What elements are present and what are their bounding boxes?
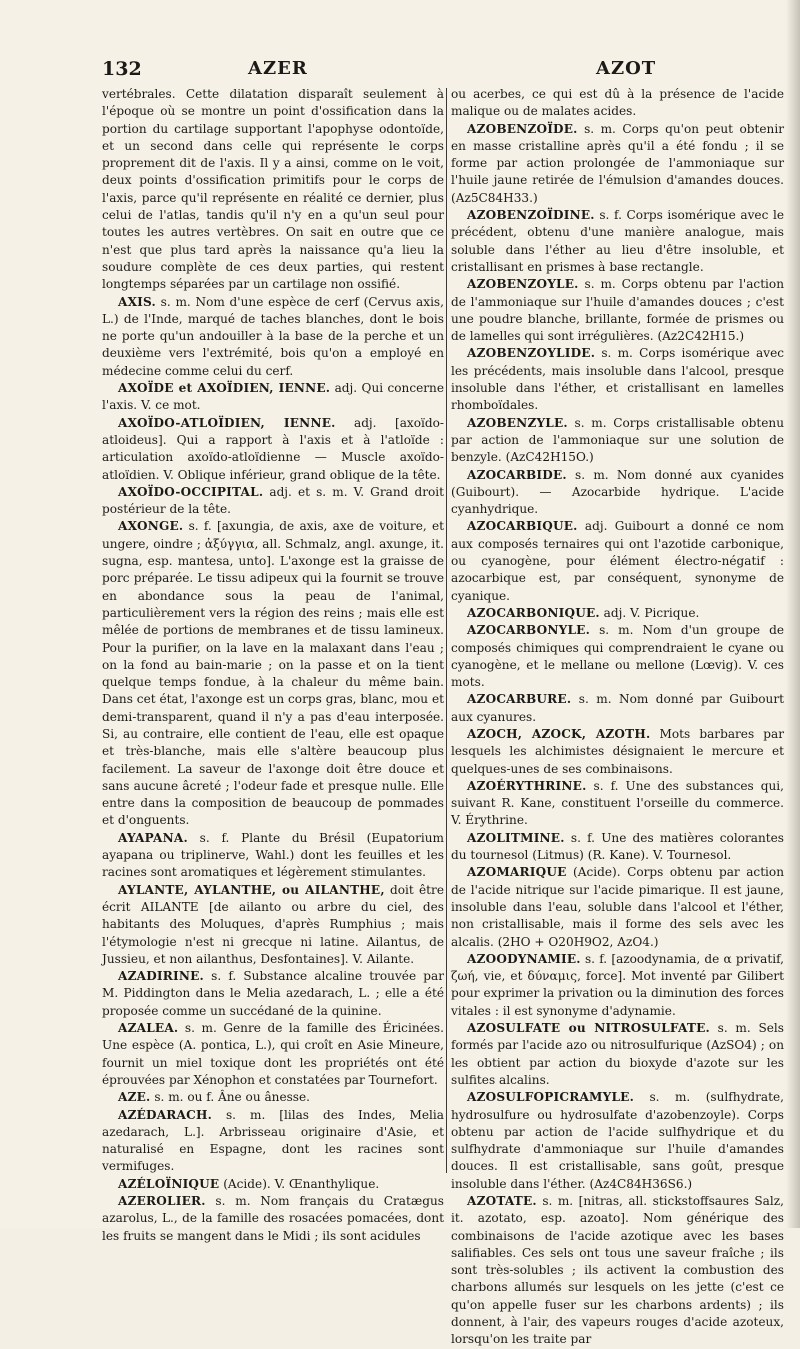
entry-headword: AZOBENZOÏDE. [467,121,578,136]
entry-text: (Acide). V. Œnanthylique. [223,1176,380,1191]
entry-text: s. f. Corps isomérique avec le précédent, obtenu d'une manière analogue, mais soluble dans l'éther au lieu d'être insoluble, et cristallisant en prismes à base rectangle. [451,208,784,274]
entry-headword: AZOBENZOÏDINE. [467,208,595,223]
continuation-paragraph [451,86,784,121]
dictionary-entry [451,864,784,950]
entry-headword: AZADIRINE. [118,969,204,984]
dictionary-entry [102,1089,444,1106]
entry-text: s. m. Nom donné aux cyanides (Guibourt). — Azocarbide hydrique. L'acide cyanhydrique. [451,467,784,517]
dictionary-entry [451,207,784,276]
entry-headword: AZOCARBONYLE. [467,623,591,638]
dictionary-entry [102,1193,444,1245]
entry-headword: AZEROLIER. [118,1194,206,1208]
entry-headword: AZOBENZYLE. [467,415,568,430]
running-head-right: AZOT [596,58,657,79]
page-number: 132 [102,58,142,80]
entry-text: s. m. (sulfhydrate, hydrosulfure ou hydrosulfate d'azobenzoyle). Corps obtenu par action de l'acide sulfhydrique et du sulfhydrate d'ammoniaque sur l'huile d'amandes douces. Il est cristallisable, sans goût, presque insoluble dans l'éther. (Az4C84H36S6.) [451,1090,784,1191]
entry-text: ou acerbes, ce qui est dû à la présence de l'acide malique ou de malates acides. [451,87,784,119]
dictionary-entry [451,467,784,519]
dictionary-entry [102,882,444,968]
dictionary-entry [451,691,784,726]
dictionary-entry [451,1020,784,1089]
dictionary-entry [102,518,444,829]
dictionary-entry [102,968,444,1020]
page-edge-shadow [786,0,800,1228]
entry-headword: AZOBENZOYLE. [467,277,579,292]
entry-text: s. m. Genre de la famille des Éricinées. Une espèce (A. pontica, L.), qui croît en Asie Mineure, fournit un miel toxique dont les propriétés ont été éprouvées par Xénophon et constatées par Tournefort. [102,1021,444,1087]
entry-headword: AXOÏDE et AXOÏDIEN, IENNE. [118,381,331,396]
entry-text: s. m. Nom d'une espèce de cerf (Cervus axis, L.) de l'Inde, marqué de taches blanches, dont le bois ne porte qu'un andouiller à la base de la perche et un deuxième vers l'extrémité, bois qu'on a employé en médecine comme celui du cerf. [102,294,444,378]
dictionary-entry [451,1193,784,1349]
dictionary-entry [102,294,444,380]
entry-headword: AZOMARIQUE [467,865,567,880]
entry-text: s. m. Corps isomérique avec les précédents, mais insoluble dans l'alcool, presque insoluble dans l'éther, et cristallisant en lamelles rhomboïdales. [451,346,784,413]
dictionary-entry [102,1020,444,1089]
entry-headword: AZÉDARACH. [118,1107,212,1122]
dictionary-entry [451,121,784,207]
entry-headword: AZÉLOÏNIQUE [118,1176,220,1191]
entry-text: doit être écrit AILANTE [de ailanto ou arbre du ciel, des habitants des Moluques, d'après Rumphius ; mais l'étymologie n'est ni grecque ni latine. Ailantus, de Jussieu, et non ailanthus, Desfontaines]. V. Ailante. [102,882,444,966]
continuation-paragraph [102,86,444,294]
dictionary-entry [451,726,784,778]
dictionary-entry [451,778,784,830]
entry-headword: AYAPANA. [118,830,188,845]
dictionary-entry [102,380,444,415]
entry-headword: AXOÏDO-ATLOÏDIEN, IENNE. [118,415,336,430]
dictionary-entry [451,622,784,691]
page-header [0,58,800,86]
entry-text: s. f. [azoodynamia, de α privatif, ζωή, vie, et δύναμις, force]. Mot inventé par Gilibert pour exprimer la privation ou la diminution des forces vitales : il est synonyme d'adynamie. [451,951,784,1018]
right-column [451,86,784,1347]
entry-headword: AXIS. [118,294,156,309]
entry-text: adj. V. Picrique. [603,605,700,620]
dictionary-entry [451,830,784,865]
entry-headword: AZOCARBIQUE. [467,519,578,534]
entry-headword: AZOTATE. [467,1194,537,1208]
entry-text: s. m. Nom d'un groupe de composés chimiques qui comprendraient le cyane ou cyanogène, et le mellane ou mellone (Lœvig). V. ces mots. [451,623,784,690]
dictionary-entry [451,518,784,604]
entry-text: s. m. ou f. Âne ou ânesse. [154,1090,311,1105]
entry-text: adj. Guibourt a donné ce nom aux composés ternaires qui ont l'azotide carbonique, ou cyanogène, pour élément électro-négatif : azocarbique est, par conséquent, synonyme de cyanique. [451,519,784,603]
left-column [102,86,444,1243]
entry-headword: AXOÏDO-OCCIPITAL. [118,484,264,499]
dictionary-entry [451,951,784,1020]
entry-text: adj. Qui concerne l'axis. V. ce mot. [102,381,444,413]
entry-text: adj. et s. m. V. Grand droit postérieur de la tête. [102,484,444,517]
entry-text: s. f. Une des matières colorantes du tournesol (Litmus) (R. Kane). V. Tournesol. [451,830,784,863]
dictionary-entry [451,345,784,414]
entry-headword: AZE. [118,1090,151,1105]
dictionary-entry [451,276,784,345]
entry-text: s. m. Corps cristallisable obtenu par action de l'ammoniaque sur une solution de benzyle. (AzC42H15O.) [451,415,784,465]
dictionary-entry [451,605,784,622]
entry-headword: AZOCH, AZOCK, AZOTH. [467,726,651,741]
entry-text: s. f. [axungia, de axis, axe de voiture, et ungere, oindre ; ἀξύγγια, all. Schmalz, angl. axunge, it. sugna, esp. mantesa, unto]. L'axonge est la graisse de porc préparée. Le tissu adipeux qui la fournit se trouve en abondance sous la peau de l'animal, particulièrement vers la région des reins ; mais elle est mêlée de portions de membranes et de tissu lamineux. Pour la purifier, on la lave en la malaxant dans l'eau ; on la fond au bain-marie ; on la passe et on la tient quelque temps fondue, à la chaleur du même bain. Dans cet état, l'axonge est un corps gras, blanc, mou et demi-transparent, quand il n'y a pas d'eau interposée. Si, au contraire, elle contient de l'eau, elle est opaque et très-blanche, mais elle s'altère beaucoup plus facilement. La saveur de l'axonge doit être douce et sans aucune âcreté ; l'odeur fade et presque nulle. Elle entre dans la composition de beaucoup de pommades et d'onguents. [102,519,444,828]
entry-text: Mots barbares par lesquels les alchimistes désignaient le mercure et quelques-unes de ses combinaisons. [451,726,784,776]
entry-headword: AZOSULFOPICRAMYLE. [467,1090,635,1105]
entry-headword: AZOBENZOYLIDE. [467,346,596,361]
entry-headword: AZOSULFATE ou NITROSULFATE. [467,1021,710,1036]
entry-text: s. m. Sels formés par l'acide azo ou nitrosulfurique (AzSO4) ; on les obtient par action du bioxyde d'azote sur les sulfites alcalins. [451,1021,784,1087]
entry-text: s. m. Nom donné par Guibourt aux cyanures. [451,692,784,724]
entry-headword: AZOÉRYTHRINE. [467,778,587,793]
entry-headword: AXONGE. [118,519,184,534]
dictionary-entry [102,830,444,882]
dictionary-entry [102,415,444,484]
entry-text: s. m. Corps obtenu par l'action de l'ammoniaque sur l'huile d'amandes douces ; c'est une poudre blanche, brillante, formée de prismes ou de lamelles qui sont irrégulières. (Az2C42H15.) [451,277,784,344]
entry-text: (Acide). Corps obtenu par action de l'acide nitrique sur l'acide pimarique. Il est jaune, insoluble dans l'eau, soluble dans l'alcool et l'éther, non cristallisable, mais il forme des sels avec les alcalis. (2HO + O20H9O2, AzO4.) [451,865,784,949]
entry-headword: AZOCARBIDE. [467,467,567,482]
entry-headword: AZALEA. [118,1021,179,1036]
entry-headword: AZOCARBONIQUE. [467,605,600,620]
entry-text: vertébrales. Cette dilatation disparaît seulement à l'époque où se montre un point d'ossification dans la portion du cartilage supportant l'apophyse odontoïde, et un second dans celle qui représente le corps proprement dit de l'axis. Il y a ainsi, comme on le voit, deux points d'ossification primitifs pour le corps de l'axis, parce qu'il représente en réalité ce dernier, plus celui de l'atlas, tandis qu'il n'y en a qu'un seul pour toutes les autres vertèbres. On sait en outre que ce n'est que plus tard après la naissance qu'a lieu la soudure complète de ces deux parties, qui restent longtemps séparées par un cartilage non ossifié. [102,87,444,292]
entry-text: s. f. Une des substances qui, suivant R. Kane, constituent l'orseille du commerce. V. Érythrine. [451,778,784,828]
entry-headword: AZOLITMINE. [467,830,565,845]
entry-headword: AZOODYNAMIE. [467,951,581,966]
entry-text: s. f. Substance alcaline trouvée par M. Piddington dans le Melia azedarach, L. ; elle a été proposée comme un succédané de la quinine. [102,969,444,1018]
entry-headword: AYLANTE, AYLANTHE, ou AILANTHE, [118,882,385,897]
running-head-left: AZER [248,58,308,79]
dictionary-entry [102,484,444,519]
entry-text: s. f. Plante du Brésil (Eupatorium ayapana ou triplinerve, Wahl.) dont les feuilles et les racines sont aromatiques et légèrement stimulantes. [102,830,444,880]
entry-text: s. m. Corps qu'on peut obtenir en masse cristalline après qu'il a été fondu ; il se forme par action prolongée de l'ammoniaque sur l'huile jaune retirée de l'émulsion d'amandes douces. (Az5C84H33.) [451,121,784,205]
dictionary-entry [102,1107,444,1176]
column-divider [446,88,447,1173]
entry-text: s. m. [nitras, all. stickstoffsaures Salz, it. azotato, esp. azoato]. Nom générique des combinaisons de l'acide azotique avec les bases salifiables. Ces sels ont tous une saveur fraîche ; ils sont très-solubles ; ils activent la combustion des charbons allumés sur lesquels on les jette (c'est ce qu'on appelle fuser sur les charbons ardents) ; ils donnent, à l'air, des vapeurs rouges d'acide azoteux, lorsqu'on les traite par [451,1194,784,1347]
dictionary-entry [451,415,784,467]
entry-text: s. m. Nom français du Cratægus azarolus, L., de la famille des rosacées pomacées, dont les fruits se mangent dans le Midi ; ils sont acidules [102,1194,444,1243]
dictionary-entry [102,1176,444,1193]
entry-text: s. m. [lilas des Indes, Melia azedarach, L.]. Arbrisseau originaire d'Asie, et naturalisé en Espagne, dont les racines sont vermifuges. [102,1107,444,1174]
dictionary-entry [451,1089,784,1193]
entry-headword: AZOCARBURE. [467,692,572,707]
entry-text: adj. [axoïdo-atloideus]. Qui a rapport à l'axis et à l'atloïde : articulation axoïdo-atloïdienne — Muscle axoïdo-atloïdien. V. Oblique inférieur, grand oblique de la tête. [102,415,444,482]
